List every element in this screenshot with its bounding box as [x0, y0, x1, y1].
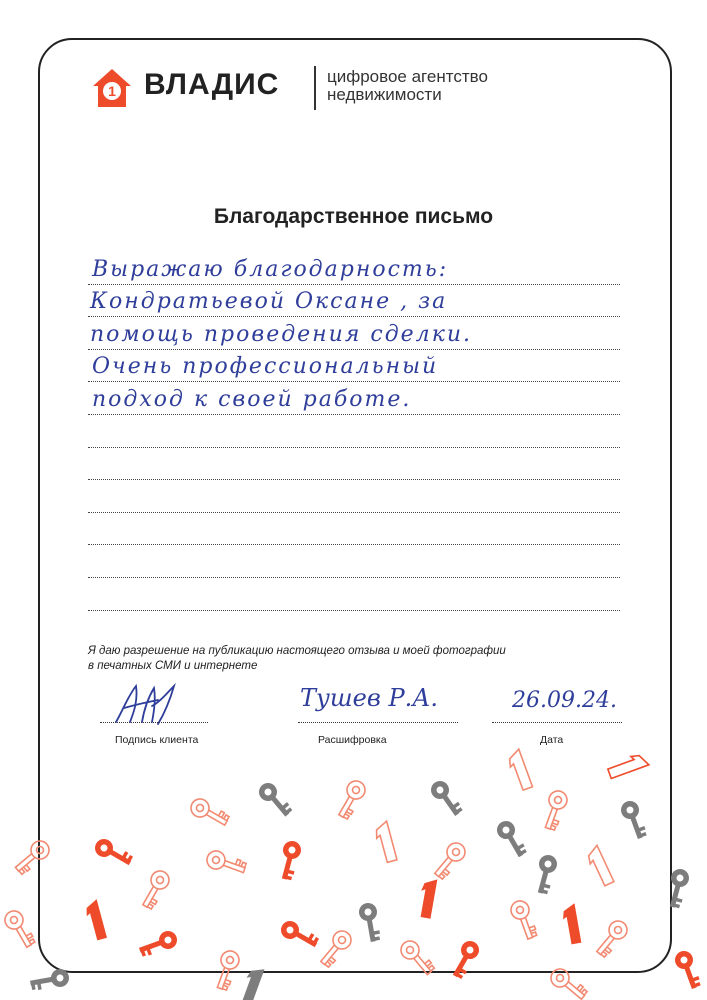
writing-line	[88, 350, 620, 383]
writing-line	[88, 480, 620, 513]
handwritten-text: Очень профессиональный	[92, 354, 439, 380]
logo	[92, 66, 612, 114]
name-handwritten: Тушев Р.А.	[300, 684, 439, 712]
decoding-line	[298, 722, 458, 723]
client-signature-line	[100, 722, 208, 723]
writing-line	[88, 545, 620, 578]
brand-name: ВЛАДИС	[144, 68, 280, 101]
writing-line	[88, 578, 620, 611]
consent-text	[88, 644, 618, 674]
key-outline-icon	[2, 908, 37, 951]
date-handwritten: 26.09.24.	[512, 688, 617, 713]
writing-line	[88, 285, 620, 318]
decoding-label: Расшифровка	[318, 734, 387, 746]
handwritten-text: Кондратьевой Оксане , за	[90, 289, 448, 315]
consent-line-2: в печатных СМИ и интернете	[88, 660, 258, 672]
client-signature-mark	[108, 682, 188, 726]
writing-line	[88, 415, 620, 448]
consent-line-1: Я даю разрешение на публикацию настоящего отзыва и моей фотографии	[88, 645, 506, 657]
client-signature-label: Подпись клиента	[115, 734, 199, 746]
handwritten-text: Выражаю благодарность:	[92, 256, 449, 282]
writing-line	[88, 448, 620, 481]
date-line	[492, 722, 622, 723]
writing-line	[88, 513, 620, 546]
writing-line	[88, 252, 620, 285]
brand-tagline	[327, 68, 488, 104]
writing-lines	[88, 252, 620, 611]
tagline-line-2: недвижимости	[327, 85, 442, 104]
handwritten-text: подход к своей работе.	[92, 386, 412, 412]
date-label: Дата	[540, 734, 564, 746]
key-red-icon	[672, 948, 702, 991]
page-title: Благодарственное письмо	[213, 205, 494, 228]
house-logo-digit: 1	[108, 83, 116, 99]
logo-divider	[314, 66, 316, 110]
writing-line	[88, 317, 620, 350]
handwritten-text: помощь проведения сделки.	[90, 321, 472, 347]
house-logo-icon	[92, 68, 132, 108]
writing-line	[88, 382, 620, 415]
tagline-line-1: цифровое агентство	[327, 67, 488, 86]
